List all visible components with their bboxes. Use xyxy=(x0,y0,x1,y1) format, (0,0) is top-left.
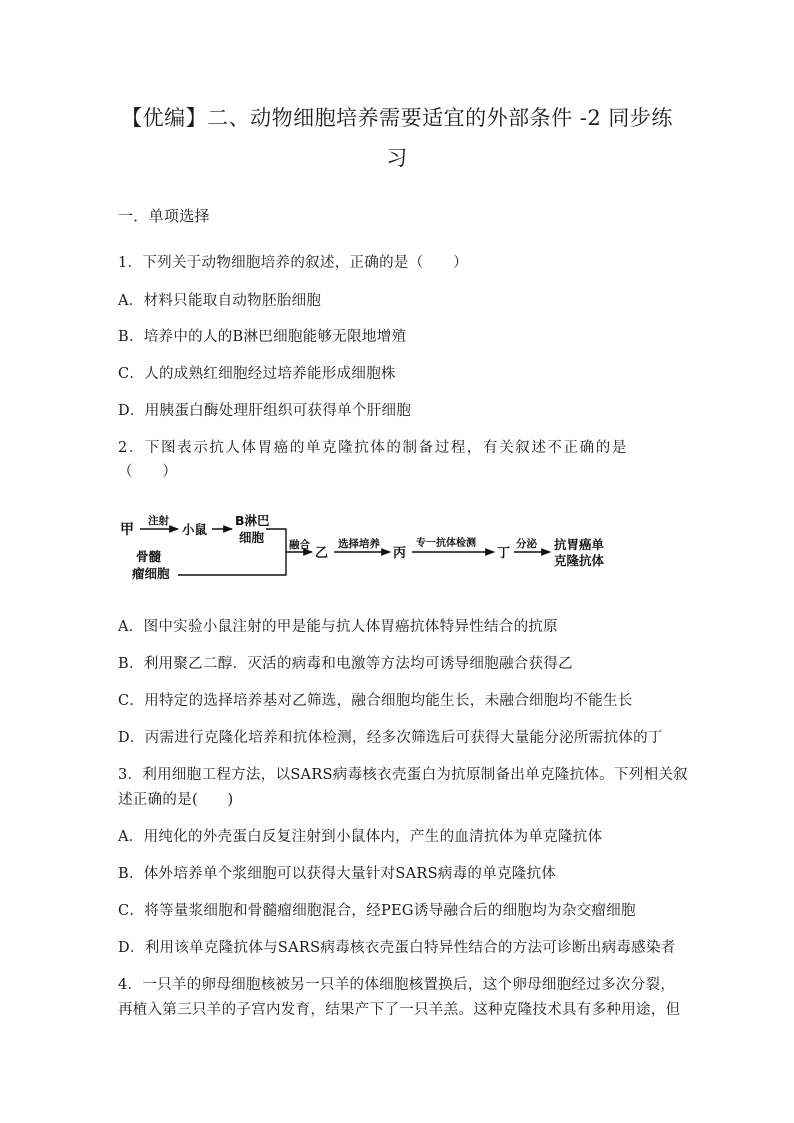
q2-option-b: B．利用聚乙二醇．灭活的病毒和电激等方法均可诱导细胞融合获得乙 xyxy=(118,656,573,672)
label-product-2: 克隆抗体 xyxy=(554,553,605,568)
q1-option-a: A．材料只能取自动物胚胎细胞 xyxy=(118,293,322,309)
q2-option-a: A．图中实验小鼠注射的甲是能与抗人体胃癌抗体特异性结合的抗原 xyxy=(118,619,558,635)
label-marrow-2: 瘤细胞 xyxy=(132,566,170,581)
label-bing: 丙 xyxy=(393,546,407,561)
label-detect: 专一抗体检测 xyxy=(416,538,476,549)
q1-option-b: B．培养中的人的B淋巴细胞能够无限地增殖 xyxy=(118,329,407,345)
q2-stem-line-1: 2．下图表示抗人体胃癌的单克隆抗体的制备过程，有关叙述不正确的是 xyxy=(118,440,628,456)
q1-option-d: D．用胰蛋白酶处理肝组织可获得单个肝细胞 xyxy=(118,403,412,419)
section-heading: 一．单项选择 xyxy=(118,207,210,225)
q2-option-d: D．丙需进行克隆化培养和抗体检测，经多次筛选后可获得大量能分泌所需抗体的丁 xyxy=(118,730,663,746)
q4-line-1: 4．一只羊的卵母细胞核被另一只羊的体细胞核置换后，这个卵母细胞经过多次分裂， xyxy=(118,977,676,993)
q4-line-2: 再植入第三只羊的子宫内发育，结果产下了一只羊羔。这种克隆技术具有多种用途，但 xyxy=(118,1002,681,1018)
q3-option-c: C．将等量浆细胞和骨髓瘤细胞混合，经PEG诱导融合后的细胞均为杂交瘤细胞 xyxy=(118,903,636,919)
line-marrow-merge xyxy=(178,552,286,575)
q3-option-b: B．体外培养单个浆细胞可以获得大量针对SARS病毒的单克隆抗体 xyxy=(118,866,557,882)
line-b-cell-merge xyxy=(266,529,286,552)
page-title xyxy=(100,98,694,178)
q2-stem-line-2: （ ） xyxy=(118,464,178,480)
label-secrete: 分泌 xyxy=(516,538,537,550)
title-line-2: 习 xyxy=(386,146,408,170)
label-fuse: 融合 xyxy=(289,539,310,551)
label-yi: 乙 xyxy=(315,546,329,561)
q3-stem-line-1: 3．利用细胞工程方法，以SARS病毒核衣壳蛋白为抗原制备出单克隆抗体。下列相关叙 xyxy=(118,767,688,783)
label-product-1: 抗胃癌单 xyxy=(554,537,605,552)
label-mouse: 小鼠 xyxy=(182,522,208,537)
label-marrow-1: 骨髓 xyxy=(136,549,162,564)
q1-option-c: C．人的成熟红细胞经过培养能形成细胞株 xyxy=(118,366,396,382)
q3-stem-line-2: 述正确的是( ) xyxy=(118,792,234,808)
q3-option-a: A．用纯化的外壳蛋白反复注射到小鼠体内，产生的血清抗体为单克隆抗体 xyxy=(118,829,603,845)
title-line-1: 【优编】二、动物细胞培养需要适宜的外部条件 -2 同步练 xyxy=(121,106,673,130)
label-jia: 甲 xyxy=(120,522,134,538)
label-inject: 注射 xyxy=(148,515,169,527)
q1-stem: 1．下列关于动物细胞培养的叙述，正确的是（ ） xyxy=(118,255,468,271)
label-select: 选择培养 xyxy=(338,538,380,550)
label-b-cell-2: 细胞 xyxy=(239,530,265,545)
antibody-process-diagram xyxy=(118,498,648,590)
label-b-cell-1: B淋巴 xyxy=(235,513,270,528)
q2-option-c: C．用特定的选择培养基对乙筛选，融合细胞均能生长，未融合细胞均不能生长 xyxy=(118,693,633,709)
q3-option-d: D．利用该单克隆抗体与SARS病毒核衣壳蛋白特异性结合的方法可诊断出病毒感染者 xyxy=(118,940,676,956)
label-ding: 丁 xyxy=(497,546,511,561)
